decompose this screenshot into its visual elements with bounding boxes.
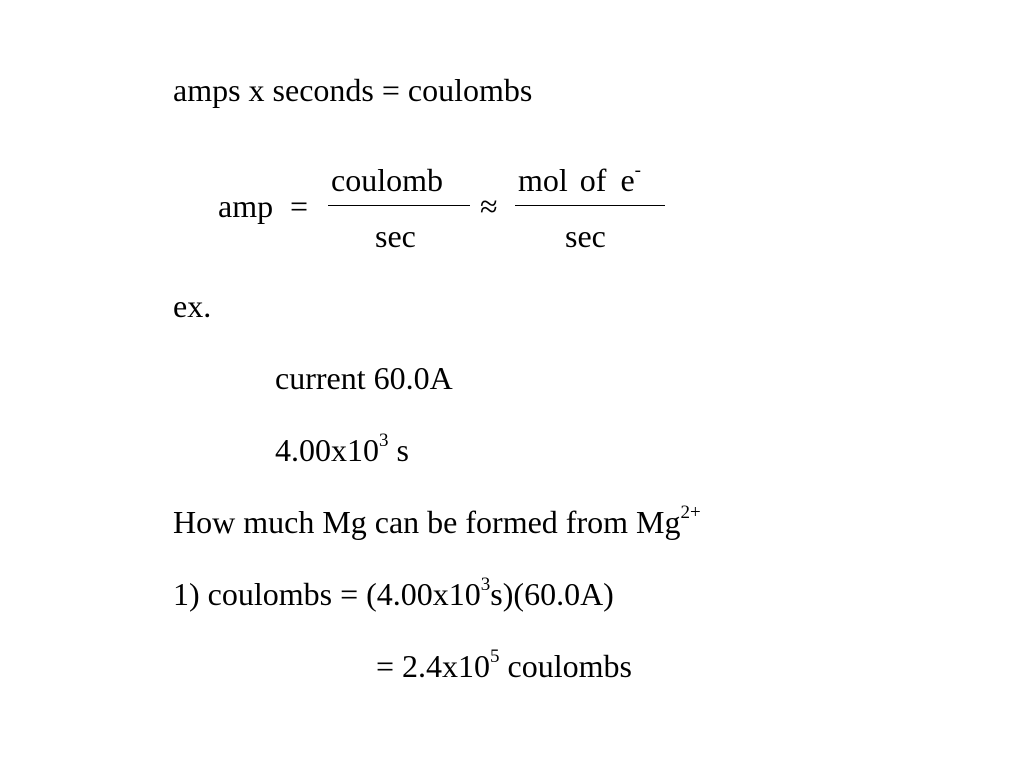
fraction2-electron-charge: - bbox=[634, 160, 641, 182]
fraction2-bar bbox=[515, 205, 665, 206]
fraction1-bar bbox=[328, 205, 470, 206]
step2-text-a: = 2.4x10 bbox=[376, 648, 491, 684]
question-text: How much Mg can be formed from Mg bbox=[173, 504, 681, 540]
question-line bbox=[173, 504, 701, 540]
amp-formula bbox=[218, 160, 678, 256]
fraction1-numerator: coulomb bbox=[331, 162, 443, 198]
formula-lhs: amp bbox=[218, 188, 274, 224]
example-text: ex. bbox=[173, 288, 212, 324]
step2-line bbox=[376, 648, 632, 684]
step2-exponent: 5 bbox=[490, 646, 500, 668]
step1-line bbox=[173, 576, 614, 612]
time-exponent: 3 bbox=[379, 430, 389, 452]
current-line bbox=[275, 360, 453, 396]
definition-text: amps x seconds = coulombs bbox=[173, 72, 533, 108]
current-text: current 60.0A bbox=[275, 360, 453, 396]
formula-equals: = bbox=[290, 188, 309, 224]
fraction2-numerator bbox=[518, 162, 641, 198]
fraction2-denominator: sec bbox=[565, 218, 606, 254]
time-base: 4.00x10 bbox=[275, 432, 379, 468]
definition-line bbox=[173, 72, 532, 108]
fraction2-of: of bbox=[579, 162, 607, 198]
step1-text-b: s)(60.0A) bbox=[490, 576, 614, 612]
question-charge: 2+ bbox=[680, 502, 701, 524]
formula-approx: ≈ bbox=[480, 188, 498, 224]
time-unit: s bbox=[388, 432, 409, 468]
time-line bbox=[275, 432, 409, 468]
step2-text-b: coulombs bbox=[499, 648, 632, 684]
fraction2-electron: e bbox=[620, 162, 635, 198]
example-label bbox=[173, 288, 211, 324]
step1-exponent: 3 bbox=[480, 574, 491, 596]
fraction2-mol: mol bbox=[518, 162, 568, 198]
fraction1-denominator: sec bbox=[375, 218, 416, 254]
step1-text-a: 1) coulombs = (4.00x10 bbox=[173, 576, 481, 612]
